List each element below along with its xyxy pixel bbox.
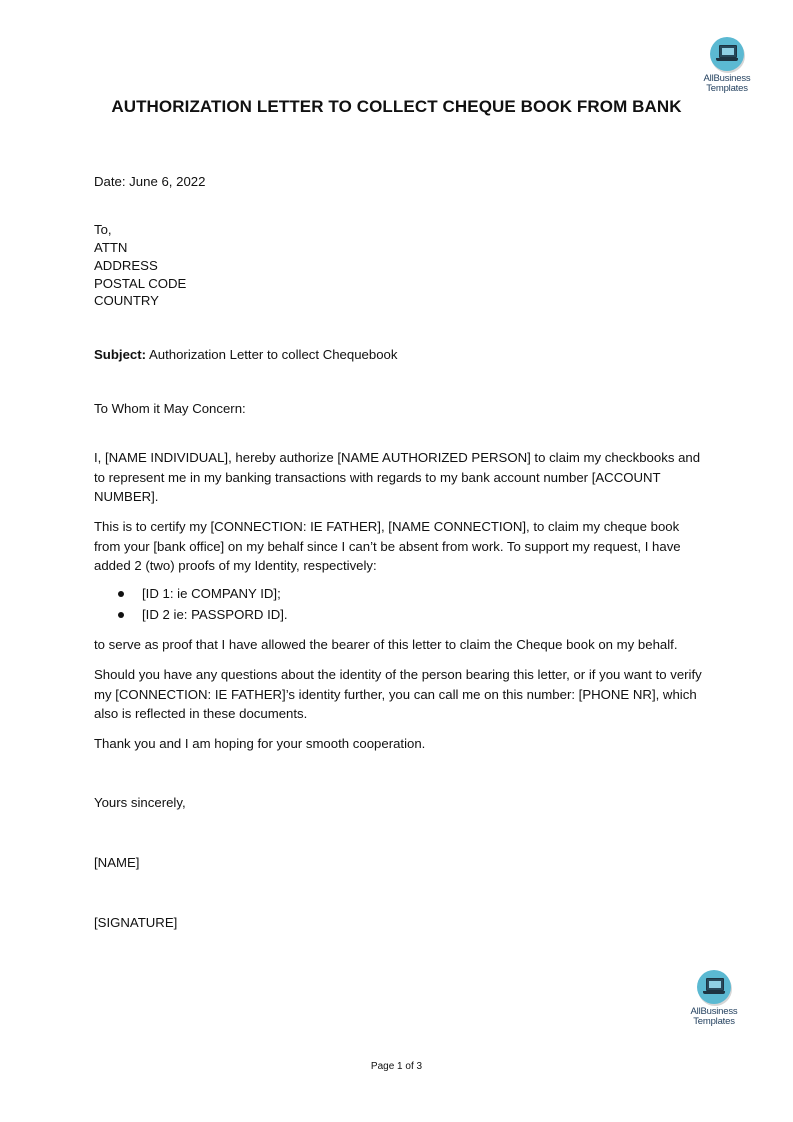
salutation: To Whom it May Concern: (94, 401, 246, 416)
paragraph-thanks: Thank you and I am hoping for your smooth cooperation. (94, 736, 426, 751)
signer-name: [NAME] (94, 855, 140, 870)
bullet-marker (118, 591, 124, 597)
subject-label: Subject: (94, 347, 147, 362)
allbusiness-logo-bottom (674, 970, 754, 1027)
logo-text (674, 1007, 754, 1027)
closing: Yours sincerely, (94, 795, 186, 810)
paragraph-authorization: I, [NAME INDIVIDUAL], hereby authorize [NAME AUTHORIZED PERSON] to claim my checkbooks and to represent me in my banking transactions with regards to my bank account number [ACCOUNT NUMBER]. (94, 450, 701, 504)
logo-text (687, 74, 767, 94)
allbusiness-logo-top (687, 37, 767, 94)
laptop-icon (697, 970, 731, 1004)
signature-line: [SIGNATURE] (94, 915, 178, 930)
letter-date: Date: June 6, 2022 (94, 174, 206, 189)
address-attn: ATTN (94, 240, 128, 255)
address-country: COUNTRY (94, 293, 159, 308)
document-title: AUTHORIZATION LETTER TO COLLECT CHEQUE BOOK FROM BANK (111, 97, 682, 116)
bullet-id-2: [ID 2 ie: PASSPORD ID]. (142, 607, 288, 622)
logo-line-1: AllBusiness (703, 73, 751, 84)
address-to: To, (94, 222, 112, 237)
laptop-icon (710, 37, 744, 71)
bullet-id-1: [ID 1: ie COMPANY ID]; (142, 586, 281, 601)
address-postal-code: POSTAL CODE (94, 276, 187, 291)
subject-line (94, 346, 398, 364)
logo-line-2: Templates (706, 83, 748, 94)
logo-line-2: Templates (693, 1016, 735, 1027)
logo-line-1: AllBusiness (690, 1006, 738, 1017)
page-number: Page 1 of 3 (370, 1061, 423, 1072)
paragraph-questions: Should you have any questions about the identity of the person bearing this letter, or if you want to verify my [CONNECTION: IE FATHER]’s identity further, you can call me on this number: [PHONE NR], which also is reflected in these documents. (94, 667, 702, 721)
bullet-marker (118, 612, 124, 618)
paragraph-certify: This is to certify my [CONNECTION: IE FATHER], [NAME CONNECTION], to claim my cheque book from your [bank office] on my behalf since I can’t be absent from work. To support my request, I have added 2 (two) proofs of my Identity, respectively: (94, 519, 681, 573)
address-street: ADDRESS (94, 258, 158, 273)
subject-text: Authorization Letter to collect Chequebook (146, 347, 398, 362)
paragraph-proof: to serve as proof that I have allowed the bearer of this letter to claim the Cheque book on my behalf. (94, 637, 678, 652)
